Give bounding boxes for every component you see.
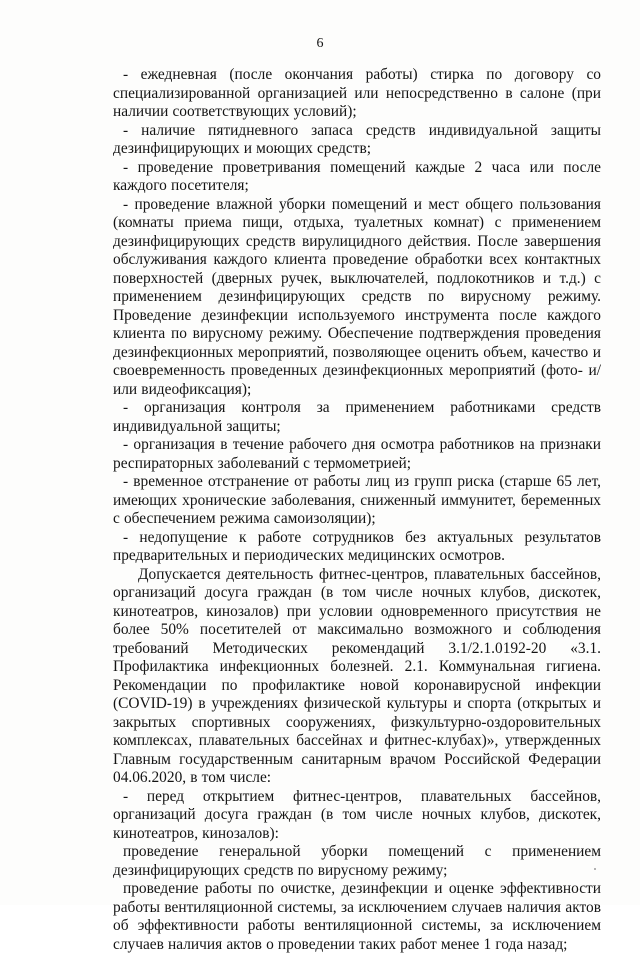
paragraph-wet-cleaning: - проведение влажной уборки помещений и мест общего пользования (комнаты приема пищи, отдыха, туалетных комнат) с применением дезинфицирующих средств вирулицидного действия. После завершения обслуживания каждого клиента проведение обработки всех контактных поверхностей (дверных ручек, выключателей, подлокотников и т.д.) с применением дезинфицирующих средств по вирусному режиму. Проведение дезинфекции используемого инструмента после каждого клиента по вирусному режиму. Обеспечение подтверждения проведения дезинфекционных мероприятий, позволяющее оценить объем, качество и своевременность проведенных дезинфекционных мероприятий (фото- и/или видеофиксация); [113, 195, 601, 398]
paragraph-ventilation: - проведение проветривания помещений каждые 2 часа или после каждого посетителя; [113, 158, 601, 194]
paragraph-medical-exams: - недопущение к работе сотрудников без актуальных результатов предварительных и периодических медицинских осмотров. [113, 528, 601, 564]
document-body [113, 66, 601, 954]
paragraph-health-check: - организация в течение рабочего дня осмотра работников на признаки респираторных заболеваний с термометрией; [113, 436, 601, 472]
paragraph-ppe-control: - организация контроля за применением работниками средств индивидуальной защиты; [113, 399, 601, 435]
paragraph-general-cleaning: проведение генеральной уборки помещений с применением дезинфицирующих средств по вирусному режиму; [113, 843, 601, 879]
paragraph-fitness-permission: Допускается деятельность фитнес-центров, плавательных бассейнов, организаций досуга граждан (в том числе ночных клубов, дискотек, кинотеатров, кинозалов) при условии одновременного присутствия не более 50% посетителей от максимально возможного и соблюдения требований Методических рекомендаций 3.1/2.1.0192-20 «3.1. Профилактика инфекционных болезней. 2.1. Коммунальная гигиена. Рекомендации по профилактике новой коронавирусной инфекции (COVID-19) в учреждениях физической культуры и спорта (открытых и закрытых спортивных сооружениях, физкультурно-оздоровительных комплексах, плавательных бассейнах и фитнес-клубах)», утвержденных Главным государственным санитарным врачом Российской Федерации 04.06.2020, в том числе: [113, 565, 601, 786]
paragraph-ventilation-system: проведение работы по очистке, дезинфекции и оценке эффективности работы вентиляционной системы, за исключением случаев наличия актов об эффективности работы вентиляционной системы, за исключением случаев наличия актов о проведении таких работ менее 1 года назад; [113, 880, 601, 953]
paragraph-risk-groups: - временное отстранение от работы лиц из групп риска (старше 65 лет, имеющих хронические заболевания, сниженный иммунитет, беременных с обеспечением режима самоизоляции); [113, 473, 601, 527]
paragraph-before-opening: - перед открытием фитнес-центров, плавательных бассейнов, организаций досуга граждан (в том числе ночных клубов, дискотек, кинотеатров, кинозалов): [113, 787, 601, 842]
scan-speck [594, 868, 596, 870]
page-number: 6 [316, 36, 324, 51]
paragraph-laundry: - ежедневная (после окончания работы) стирка по договору со специализированной организацией или непосредственно в салоне (при наличии соответствующих условий); [113, 66, 601, 120]
paragraph-ppe-supply: - наличие пятидневного запаса средств индивидуальной защиты дезинфицирующих и моющих средств; [113, 121, 601, 157]
